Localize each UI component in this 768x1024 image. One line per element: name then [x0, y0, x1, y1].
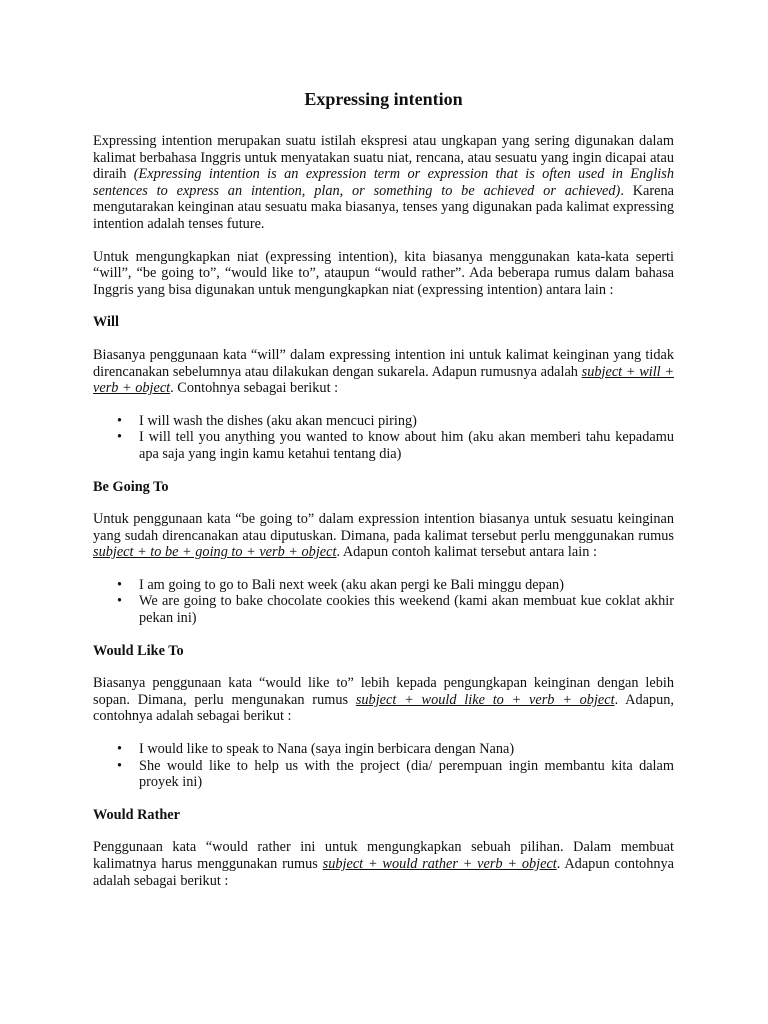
would-rather-paragraph — [93, 839, 674, 889]
intro-text-a: Expressing intention merupakan suatu istilah ekspresi atau ungkapan yang sering digunakan dalam kalimat berbahasa Inggris untuk menyatakan suatu niat, rencana, atau sesuatu yang ingin dicapai atau diraih — [93, 133, 674, 183]
would-rather-text-a: Penggunaan kata “would rather ini untuk mengungkapkan sebuah pilihan. Dalam membuat kalimatnya harus menggunakan rumus — [93, 839, 674, 872]
would-rather-formula: subject + would rather + verb + object — [322, 856, 557, 872]
list-item: • I would like to speak to Nana (saya ingin berbicara dengan Nana) — [139, 741, 674, 758]
section-heading-will: Will — [93, 314, 119, 331]
would-like-examples-list — [93, 741, 674, 791]
list-item: • She would like to help us with the project (dia/ perempuan ingin membantu kita dalam proyek ini) — [139, 758, 674, 791]
intro-english-translation: (Expressing intention is an expression term or expression that is often used in English sentences to express an intention, plan, or something to be achieved or achieved) — [93, 166, 674, 199]
list-item: • I will tell you anything you wanted to know about him (aku akan memberi tahu kepadamu apa saja yang ingin kamu ketahui tentang dia) — [139, 429, 674, 462]
will-paragraph — [93, 347, 674, 397]
would-like-formula: subject + would like to + verb + object — [355, 691, 615, 708]
will-formula: subject + will + verb + object — [93, 363, 675, 397]
going-to-text-b: . Adapun contoh kalimat tersebut antara lain : — [336, 544, 597, 561]
intro-paragraph-2: Untuk mengungkapkan niat (expressing intention), kita biasanya menggunakan kata-kata seperti “will”, “be going to”, “would like to”, ataupun “would rather”. Ada beberapa rumus dalam bahasa Inggris yang bisa digunakan untuk mengungkapkan niat (expressing intention) antara lain : — [93, 248, 674, 298]
section-heading-would-like-to: Would Like To — [93, 642, 184, 659]
would-like-paragraph — [93, 675, 674, 725]
list-item: • We are going to bake chocolate cookies this weekend (kami akan membuat kue coklat akhir pekan ini) — [139, 593, 674, 626]
section-heading-would-rather: Would Rather — [93, 806, 180, 823]
will-text-a: Biasanya penggunaan kata “will” dalam expressing intention ini untuk kalimat keinginan yang tidak direncanakan sebelumnya atau dilakukan dengan sukarela. Adapun rumusnya adalah — [93, 346, 674, 380]
would-like-text-b: . Adapun, contohnya adalah sebagai berikut : — [93, 691, 674, 725]
would-like-text-a: Biasanya penggunaan kata “would like to” lebih kepada pengungkapan keinginan dengan lebih sopan. Dimana, perlu mengunakan rumus — [93, 675, 674, 708]
going-to-paragraph — [93, 511, 674, 561]
section-heading-be-going-to: Be Going To — [93, 478, 169, 495]
would-rather-text-b: . Adapun contohnya adalah sebagai berikut : — [93, 856, 674, 889]
list-item: • I am going to go to Bali next week (aku akan pergi ke Bali minggu depan) — [139, 577, 674, 594]
going-to-examples-list — [93, 577, 674, 627]
will-examples-list — [93, 413, 674, 463]
will-text-b: . Contohnya sebagai berikut : — [170, 380, 339, 397]
intro-text-b: . Karena mengutarakan keinginan atau sesuatu maka biasanya, tenses yang digunakan pada kalimat expressing intention adalah tenses future. — [93, 182, 675, 232]
going-to-formula: subject + to be + going to + verb + object — [93, 544, 337, 561]
list-item: • I will wash the dishes (aku akan mencuci piring) — [139, 413, 674, 430]
intro-paragraph-1 — [93, 133, 674, 233]
page-title: Expressing intention — [304, 89, 463, 109]
going-to-text-a: Untuk penggunaan kata “be going to” dalam expression intention biasanya untuk sesuatu keinginan yang sudah direncanakan atau diputuskan. Dimana, pada kalimat tersebut perlu menggunakan rumus — [93, 511, 674, 544]
